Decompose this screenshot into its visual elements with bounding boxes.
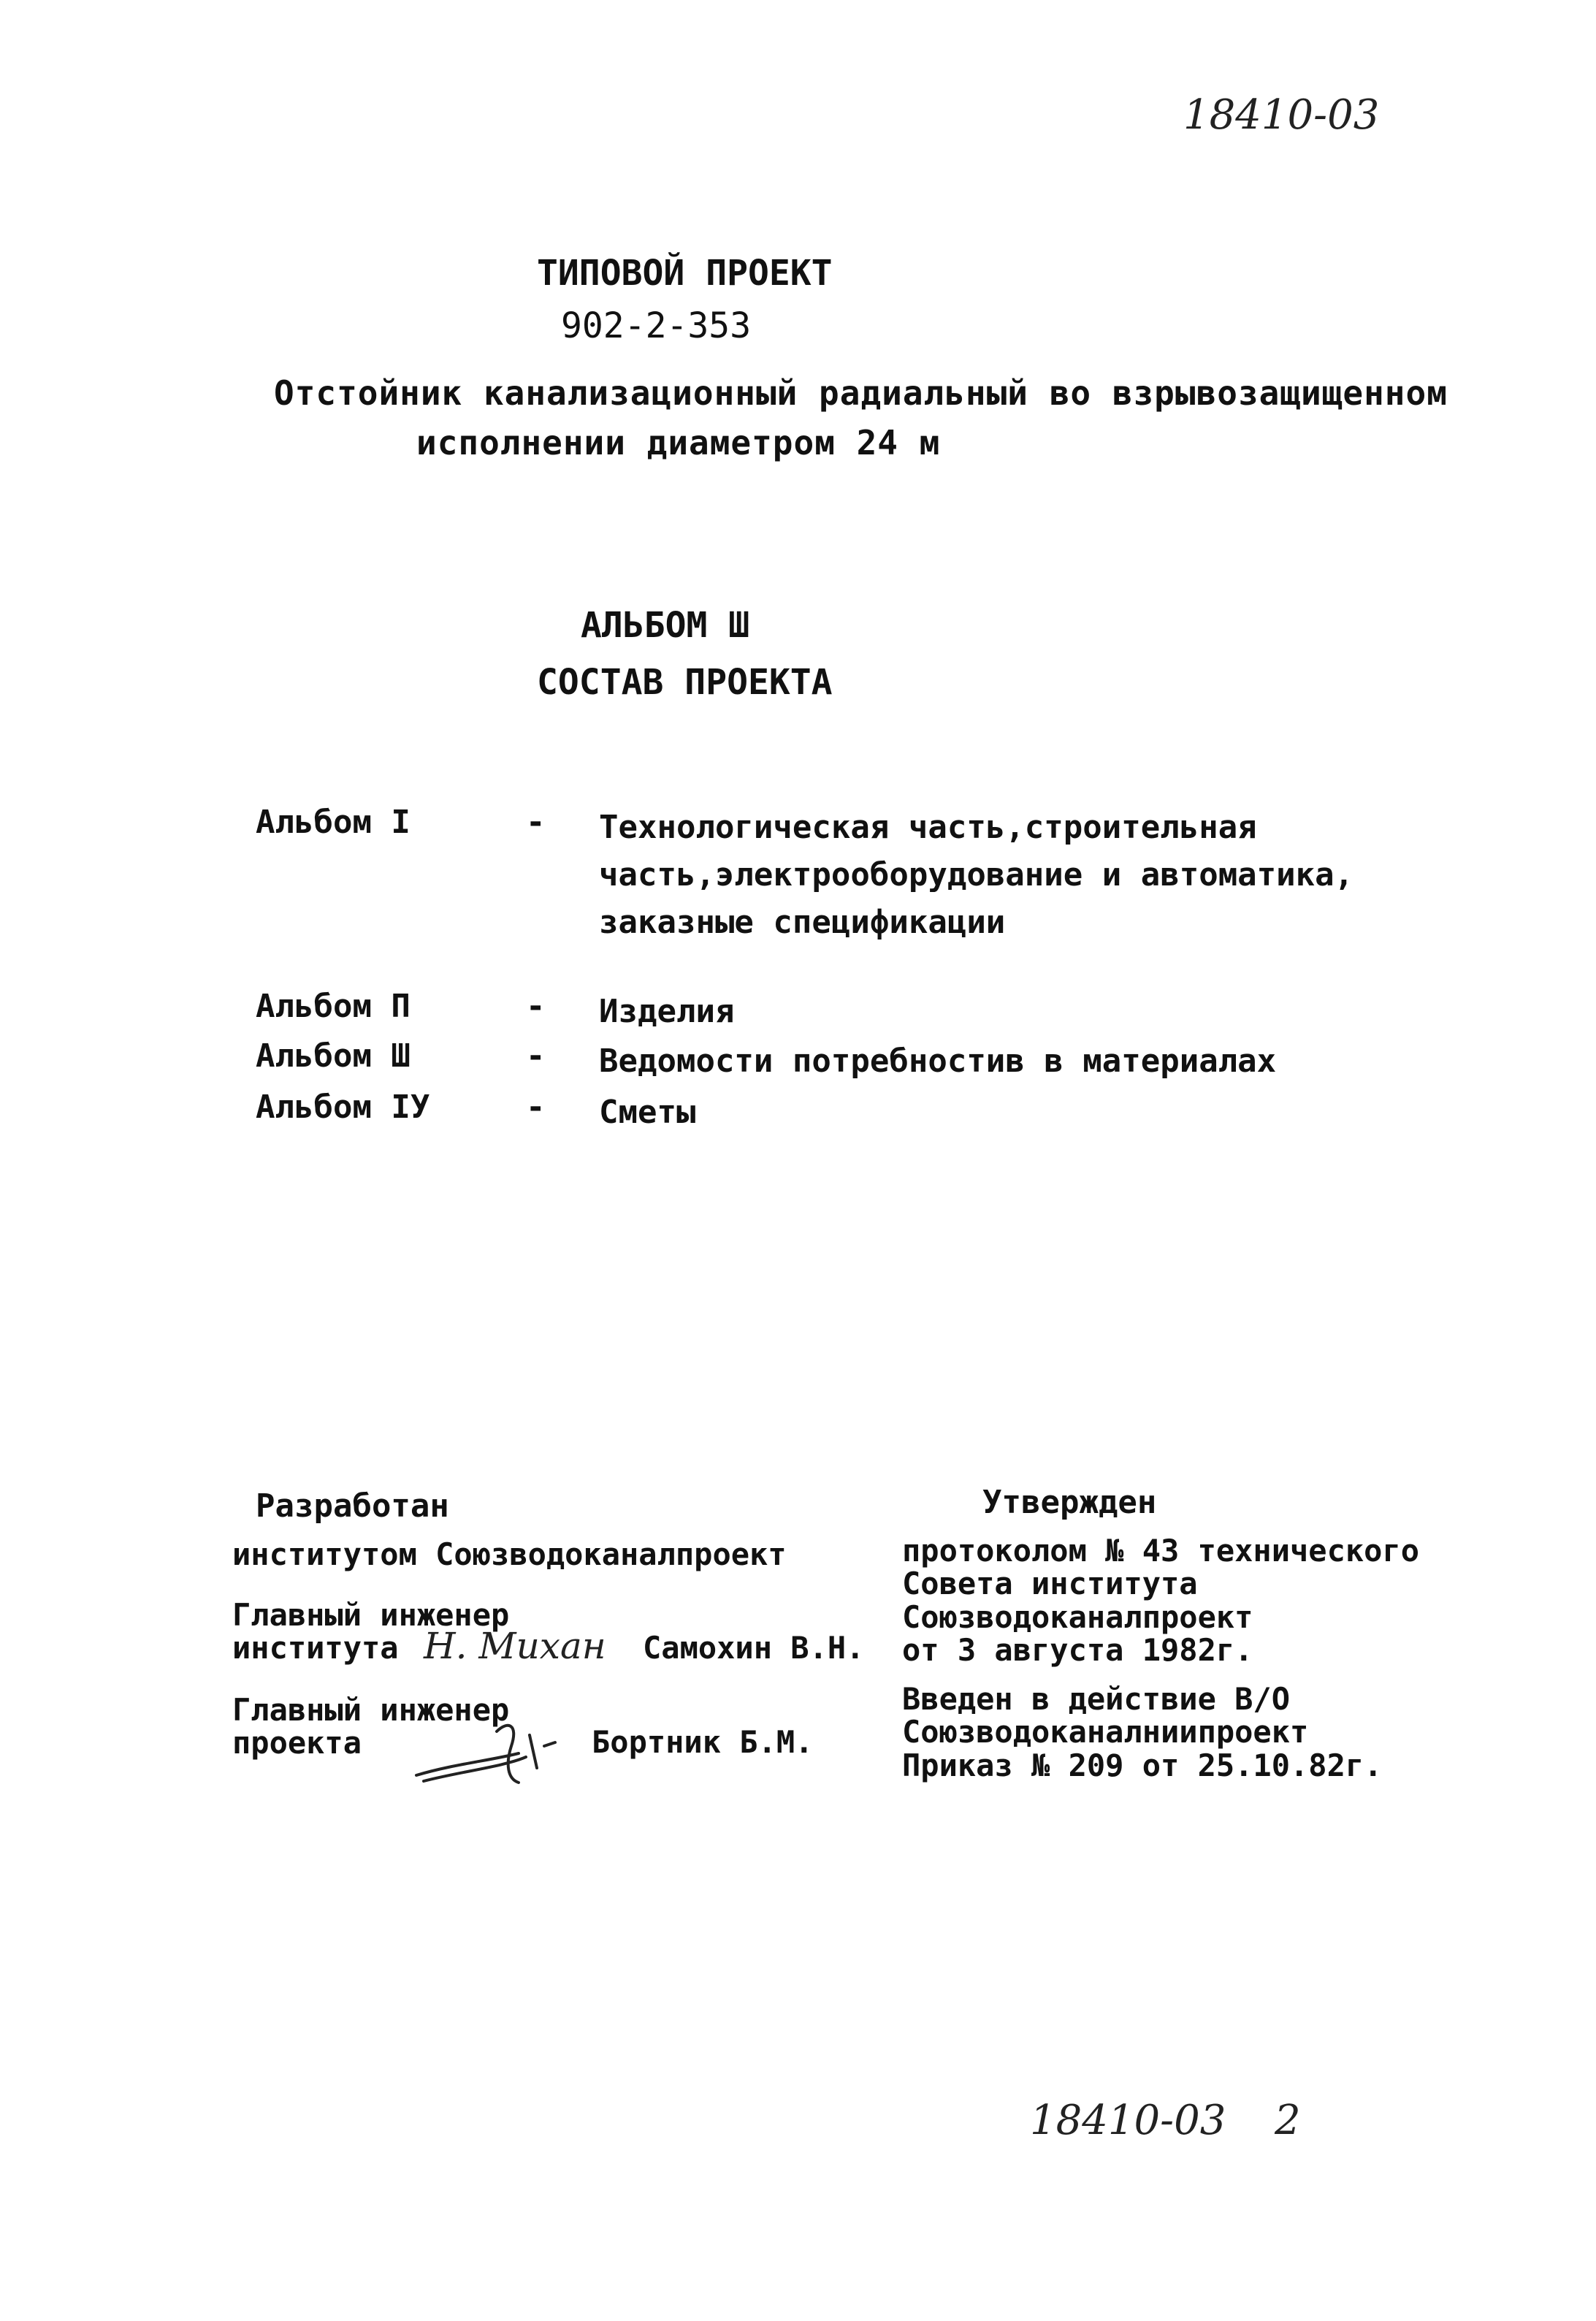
- composition-dash: -: [526, 1089, 546, 1126]
- inventory-number-top: 18410-03: [1183, 91, 1380, 139]
- signature-project-icon: [409, 1702, 570, 1797]
- composition-album: Альбом П: [256, 988, 411, 1025]
- chief-engineer-institute-label: Главный инженер института: [232, 1597, 510, 1666]
- approved-protocol: протоколом № 43 технического Совета института Союзводоканалпроект от 3 августа 1982г.: [902, 1533, 1420, 1669]
- developed-heading: Разработан: [256, 1487, 449, 1525]
- chief-engineer-project-name: Бортник Б.М.: [592, 1724, 814, 1760]
- composition-album: Альбом IУ: [256, 1089, 430, 1126]
- project-title-line-2: исполнении диаметром 24 м: [416, 423, 941, 462]
- developed-by: институтом Союзводоканалпроект: [232, 1536, 787, 1572]
- composition-album: Альбом I: [256, 804, 411, 841]
- composition-dash: -: [526, 988, 546, 1025]
- composition-album: Альбом Ш: [256, 1037, 411, 1075]
- composition-description: Ведомости потребностив в материалах: [599, 1043, 1277, 1080]
- project-type: ТИПОВОЙ ПРОЕКТ: [537, 253, 833, 294]
- chief-engineer-project-label: Главный инженер проекта: [232, 1692, 510, 1761]
- approved-heading: Утвержден: [982, 1484, 1157, 1521]
- composition-dash: -: [526, 1037, 546, 1075]
- project-number: 902-2-353: [561, 305, 752, 346]
- chief-engineer-institute-name: Самохин В.Н.: [643, 1630, 865, 1666]
- composition-description: Изделия: [599, 993, 735, 1030]
- album-heading: АЛЬБОМ Ш: [581, 605, 750, 646]
- composition-description: Технологическая часть,строительная часть,электрооборудование и автоматика, заказные спецификации: [599, 809, 1354, 942]
- section-heading: СОСТАВ ПРОЕКТА: [537, 662, 833, 703]
- enacted-order: Введен в действие В/О Союзводоканалниипроект Приказ № 209 от 25.10.82г.: [902, 1681, 1383, 1783]
- composition-description: Сметы: [599, 1094, 696, 1131]
- page-mark: 2: [1275, 2097, 1301, 2144]
- composition-dash: -: [526, 804, 546, 841]
- project-title-line-1: Отстойник канализационный радиальный во взрывозащищенном: [274, 373, 1448, 413]
- signature-institute: Н. Михан: [424, 1625, 606, 1667]
- inventory-number-bottom: 18410-03: [1030, 2097, 1226, 2144]
